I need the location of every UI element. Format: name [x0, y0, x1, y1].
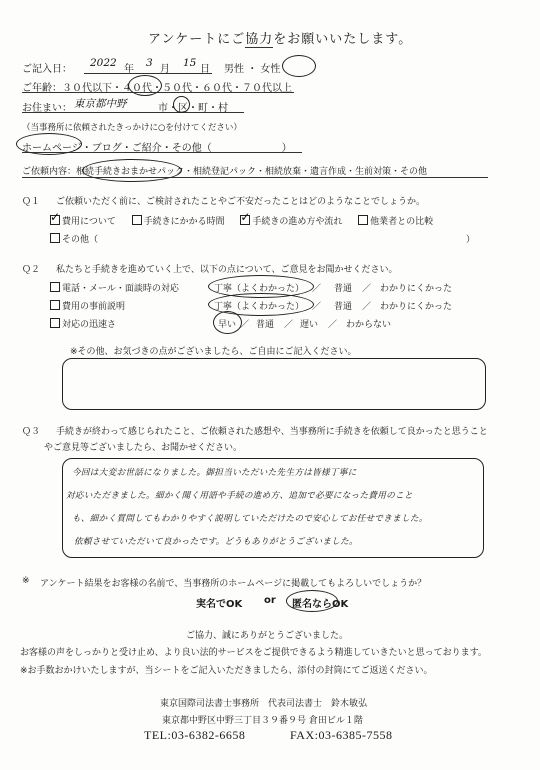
q2-row2-b[interactable]: 普通 — [334, 302, 353, 312]
q2-num: Ｑ２ — [22, 265, 41, 275]
trigger-options: ホームページ・ブログ・ご紹介・その他（ ） — [22, 143, 292, 154]
q2-comment-box[interactable] — [62, 358, 486, 410]
q2-row1-slash2: ／ — [362, 284, 372, 294]
q2-row3-c[interactable]: 遅い — [300, 320, 319, 330]
publish-mark: ※ — [22, 576, 30, 586]
address-label: お住まい： — [22, 103, 72, 114]
publish-or: or — [264, 595, 276, 606]
address-underline — [22, 112, 244, 113]
title-pre: アンケートにご — [148, 32, 246, 47]
anon-circle — [286, 590, 338, 612]
q1-opt4-label: 他業者との比較 — [370, 217, 434, 227]
q1-opt2-checkbox[interactable] — [132, 215, 142, 225]
trigger-note: （当事務所に依頼されたきっかけに○を付けてください） — [22, 123, 242, 133]
q2-text: 私たちと手続きを進めていく上で、以下の点について、ご意見をお聞かせください。 — [56, 265, 398, 275]
gender-sep: ・ — [247, 64, 258, 75]
q3-hand-line2: 対応いただきました。細かく聞く用語や手続の進め方、追加で必要になった費用のこと — [66, 491, 413, 501]
date-month: 3 — [146, 57, 153, 69]
date-day-unit: 日 — [200, 64, 210, 75]
date-year-unit: 年 — [124, 64, 134, 75]
footer-tel: TEL:03-6382-6658 — [144, 728, 246, 742]
q2-row2-slash1: ／ — [312, 302, 322, 312]
footer-fax: FAX:03-6385-7558 — [290, 728, 393, 742]
closing-line2: ※お手数おかけいたしますが、当シートをご記入いただきましたら、添付の封筒にてご返送ください。 — [20, 666, 433, 676]
q3-hand-line4: 依頼させていただいて良かったです。どうもありがとうございました。 — [74, 537, 358, 547]
address-suffix: 市・区・町・村 — [158, 103, 228, 114]
q3-text1: 手続きが終わって感じられたこと、ご依頼された感想や、当事務所に手続きを依頼して良かったと思うこと — [56, 427, 488, 437]
age-40s-circle — [128, 75, 162, 96]
request-options: 相続手続きおまかせパック・相続登記パック・相続放棄・遺言作成・生前対策・その他 — [76, 167, 428, 177]
q2-other-note: ※その他、お気づきの点がございましたら、ご自由にご記入ください。 — [70, 347, 357, 357]
request-label: ご依頼内容： — [22, 167, 77, 177]
q2-row3-slash2: ／ — [284, 320, 294, 330]
q2-row3-d[interactable]: わからない — [346, 320, 392, 330]
q2-row3-label — [50, 317, 116, 330]
date-label: ご記入日： — [22, 64, 72, 75]
publish-text: アンケート結果をお客様の名前で、当事務所のホームページに掲載してもよろしいでしょうか？ — [40, 579, 427, 589]
q2-row3-text: 対応の迅速さ — [62, 320, 117, 330]
title-em: 協力 — [245, 32, 274, 47]
date-month-unit: 月 — [160, 64, 170, 75]
q2-row1-checkbox[interactable] — [50, 282, 60, 292]
q1-opt1-checkbox[interactable] — [50, 215, 60, 225]
q1-other-close: ） — [466, 235, 476, 245]
closing-line1: お客様の声をしっかりと受け止め、より良い法的サービスをご提供できるよう精進していきたいと思っております。 — [20, 648, 487, 658]
q3-hand-line1: 今回は大変お世話になりました。御担当いただいた先生方は皆様丁寧に — [72, 468, 357, 478]
publish-anon-option[interactable]: 匿名ならOK — [292, 599, 349, 610]
q1-opt1-label: 費用について — [62, 217, 116, 227]
date-row — [22, 60, 72, 75]
request-circle — [82, 159, 182, 182]
q2-row2-slash2: ／ — [362, 302, 372, 312]
age-options: ３０代以下・４０代・５０代・６０代・７０代以上 — [62, 83, 292, 94]
q3-text2: やご意見等ございましたら、お聞かせください。 — [44, 443, 243, 453]
publish-real-option[interactable]: 実名でOK — [196, 599, 243, 610]
q2-row3-circle — [213, 311, 242, 334]
address-hand: 東京都中野 — [74, 98, 127, 110]
q2-row2-a[interactable]: 丁寧（よくわかった） — [214, 302, 305, 312]
q1-text: ご依頼いただく前に、ご検討されたことやご不安だったことはどのようなことでしょうか。 — [56, 197, 426, 207]
date-day: 15 — [183, 57, 197, 69]
female-circle — [282, 55, 316, 77]
title-post: をお願いいたします。 — [273, 32, 413, 47]
q1-opt2-label: 手続きにかかる時間 — [143, 217, 225, 227]
footer-office: 東京国際司法書士事務所 代表司法書士 鈴木敏弘 — [160, 699, 368, 709]
q3-num: Ｑ３ — [22, 427, 41, 437]
q1-opt4-checkbox[interactable] — [358, 215, 368, 225]
thanks-text: ご協力、誠にありがとうございました。 — [186, 631, 349, 641]
age-label: ご年齢： — [22, 83, 62, 94]
gender-female: 女性 — [260, 64, 281, 75]
q2-row2-label — [50, 299, 125, 312]
ward-circle — [173, 96, 190, 113]
q2-row1-slash1: ／ — [312, 284, 322, 294]
q2-row3-a[interactable]: 早い — [218, 320, 237, 330]
q2-row1-text: 電話・メール・面談時の対応 — [62, 284, 179, 294]
q2-row2-checkbox[interactable] — [50, 300, 60, 310]
q1-opt3-checkbox[interactable] — [240, 215, 250, 225]
q2-row3-b[interactable]: 普通 — [256, 320, 275, 330]
gender-male: 男性 — [224, 64, 244, 75]
gender-row — [224, 60, 280, 75]
q3-hand-line3: も、細かく質問してもわかりやすく説明していただけたので安心してお任せできました。 — [72, 514, 428, 524]
q1-opt3-label: 手続きの進め方や流れ — [252, 217, 343, 227]
q2-row3-slash1: ／ — [240, 320, 250, 330]
q1-other-row — [50, 232, 98, 245]
q2-row1-a[interactable]: 丁寧（よくわかった） — [214, 284, 305, 294]
q2-row2-text: 費用の事前説明 — [62, 302, 126, 312]
q2-row3-checkbox[interactable] — [50, 318, 60, 328]
homepage-circle — [16, 133, 82, 155]
q2-row1-b[interactable]: 普通 — [334, 284, 353, 294]
q1-num: Ｑ１ — [22, 197, 41, 207]
q1-opt5-label: その他（ — [62, 235, 99, 245]
date-underline — [84, 73, 212, 74]
q2-row1-label — [50, 281, 179, 294]
q2-row1-c[interactable]: わかりにくかった — [380, 284, 453, 294]
date-year: 2022 — [90, 57, 117, 69]
footer-address: 東京都中野区中野三丁目３９番９号 倉田ビル１階 — [162, 716, 363, 726]
q1-options — [50, 214, 433, 227]
survey-title — [148, 28, 412, 47]
q1-opt5-checkbox[interactable] — [50, 233, 60, 243]
q2-row2-c[interactable]: わかりにくかった — [380, 302, 453, 312]
q2-row3-slash3: ／ — [328, 320, 338, 330]
